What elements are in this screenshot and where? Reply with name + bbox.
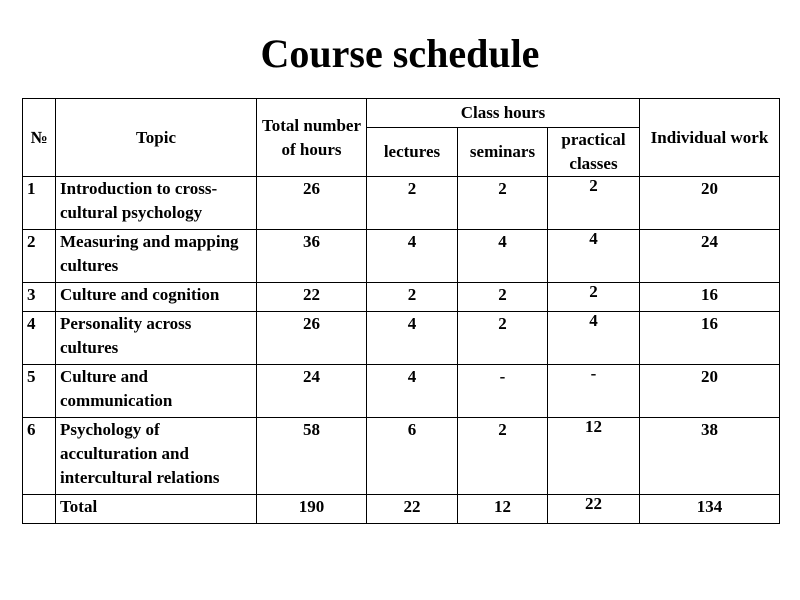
row-number: 1 <box>23 177 56 230</box>
row-topic: Psychology of acculturation and intercultural relations <box>56 418 257 495</box>
total-row-lectures: 22 <box>367 495 458 524</box>
total-row-practical-value: 22 <box>585 494 602 513</box>
header-row-top <box>23 99 780 128</box>
row-seminars: 4 <box>458 230 548 283</box>
header-total-hours: Total number of hours <box>257 99 367 177</box>
course-schedule-table <box>22 98 780 524</box>
row-lectures: 2 <box>367 283 458 312</box>
row-topic: Introduction to cross-cultural psychology <box>56 177 257 230</box>
row-number: 5 <box>23 365 56 418</box>
table-row <box>23 177 780 230</box>
row-number: 2 <box>23 230 56 283</box>
row-lectures: 2 <box>367 177 458 230</box>
row-lectures: 4 <box>367 365 458 418</box>
table-row <box>23 230 780 283</box>
total-row-total-hours: 190 <box>257 495 367 524</box>
table-row <box>23 365 780 418</box>
row-practical <box>548 312 640 365</box>
total-row-individual-work: 134 <box>640 495 780 524</box>
row-practical-value: - <box>590 364 597 383</box>
header-practical-classes: practical classes <box>548 128 640 177</box>
row-number: 4 <box>23 312 56 365</box>
row-practical <box>548 365 640 418</box>
header-topic: Topic <box>56 99 257 177</box>
row-individual-work: 24 <box>640 230 780 283</box>
row-total-hours: 36 <box>257 230 367 283</box>
row-practical <box>548 177 640 230</box>
total-row-seminars: 12 <box>458 495 548 524</box>
row-individual-work: 38 <box>640 418 780 495</box>
row-individual-work: 20 <box>640 177 780 230</box>
row-seminars: 2 <box>458 418 548 495</box>
row-seminars: 2 <box>458 283 548 312</box>
table-row <box>23 312 780 365</box>
header-individual-work: Individual work <box>640 99 780 177</box>
row-total-hours: 22 <box>257 283 367 312</box>
row-lectures: 4 <box>367 312 458 365</box>
row-lectures: 6 <box>367 418 458 495</box>
row-total-hours: 24 <box>257 365 367 418</box>
row-topic: Measuring and mapping cultures <box>56 230 257 283</box>
total-row-practical <box>548 495 640 524</box>
row-topic: Culture and communication <box>56 365 257 418</box>
row-practical-value: 12 <box>585 417 602 436</box>
row-practical-value: 2 <box>589 282 598 301</box>
row-practical <box>548 230 640 283</box>
row-practical-value: 2 <box>589 176 598 195</box>
row-practical-value: 4 <box>589 311 598 330</box>
total-row <box>23 495 780 524</box>
row-total-hours: 26 <box>257 177 367 230</box>
row-number: 3 <box>23 283 56 312</box>
row-topic: Culture and cognition <box>56 283 257 312</box>
row-seminars: 2 <box>458 312 548 365</box>
row-practical <box>548 283 640 312</box>
table-row <box>23 283 780 312</box>
row-practical <box>548 418 640 495</box>
row-seminars: 2 <box>458 177 548 230</box>
slide-title: Course schedule <box>260 31 540 76</box>
row-practical-value: 4 <box>589 229 598 248</box>
total-row-number <box>23 495 56 524</box>
row-total-hours: 26 <box>257 312 367 365</box>
row-seminars: - <box>458 365 548 418</box>
row-individual-work: 16 <box>640 283 780 312</box>
header-lectures: lectures <box>367 128 458 177</box>
row-individual-work: 16 <box>640 312 780 365</box>
row-total-hours: 58 <box>257 418 367 495</box>
row-topic: Personality across cultures <box>56 312 257 365</box>
table-row <box>23 418 780 495</box>
row-lectures: 4 <box>367 230 458 283</box>
row-individual-work: 20 <box>640 365 780 418</box>
row-number: 6 <box>23 418 56 495</box>
header-seminars: seminars <box>458 128 548 177</box>
total-row-label: Total <box>56 495 257 524</box>
header-number: № <box>23 99 56 177</box>
header-class-hours: Class hours <box>367 99 640 128</box>
